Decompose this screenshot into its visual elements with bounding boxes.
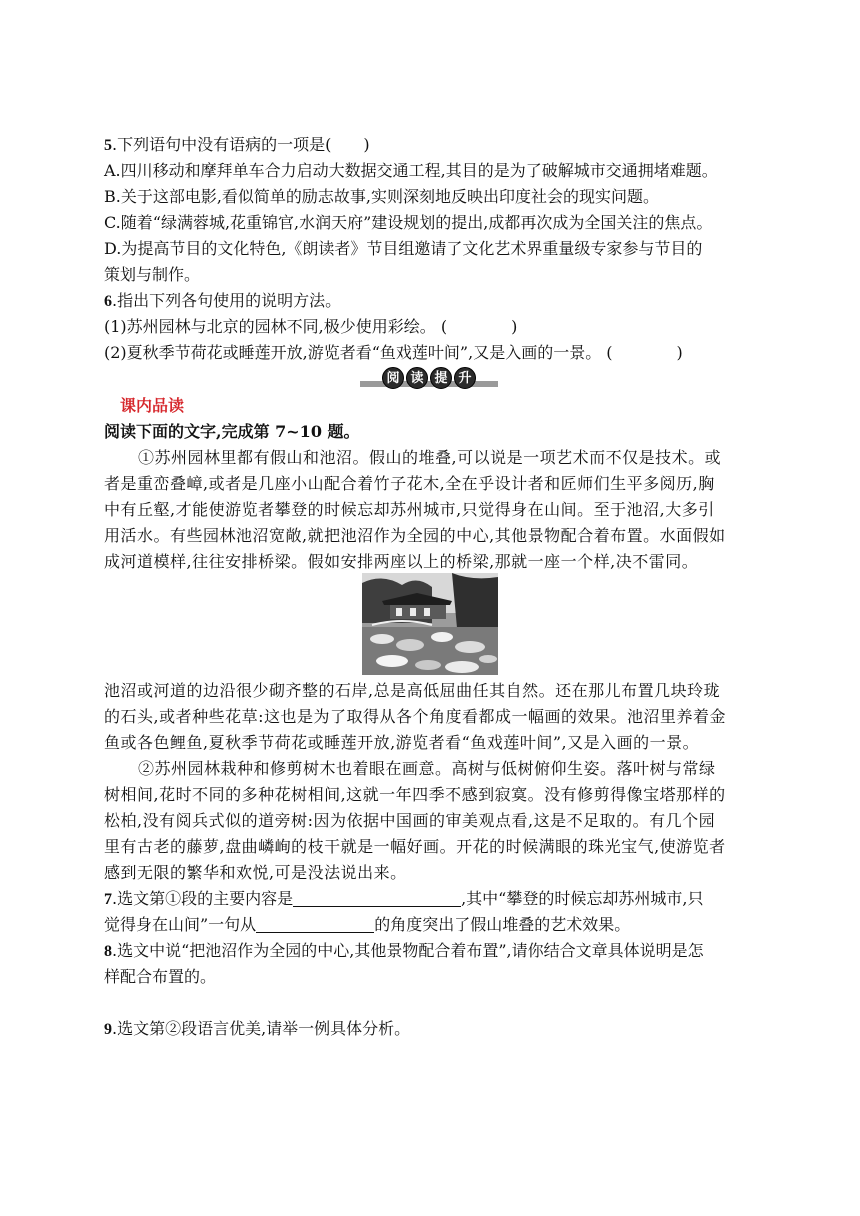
passage-line: 里有古老的藤萝,盘曲嶙峋的枝干就是一幅好画。开花的时候满眼的珠光宝气,使游览者 <box>104 837 726 856</box>
q7-text-d: 的角度突出了假山堆叠的艺术效果。 <box>374 915 631 934</box>
banner-char-1: 阅 <box>382 367 404 389</box>
q7-text-a: .选文第①段的主要内容是 <box>112 889 294 908</box>
passage-line: 成河道模样,往往安排桥梁。假如安排两座以上的桥梁,那就一座一个样,决不雷同。 <box>104 552 699 571</box>
passage-line: 树相间,花时不同的多种花树相间,这就一年四季不感到寂寞。没有修剪得像宝塔那样的 <box>104 785 726 804</box>
reading-instruction: 阅读下面的文字,完成第 7~10 题。 <box>104 422 360 441</box>
banner-char-4: 升 <box>454 367 476 389</box>
q5-option-b: B.关于这部电影,看似简单的励志故事,实则深刻地反映出印度社会的现实问题。 <box>104 187 660 206</box>
q5-stem <box>104 135 370 156</box>
reading-banner <box>360 367 498 391</box>
passage-line: 者是重峦叠嶂,或者是几座小山配合着竹子花木,全在乎设计者和匠师们生平多阅历,胸 <box>104 474 715 493</box>
passage-line: 松柏,没有阅兵式似的道旁树:因为依据中国画的审美观点看,这是不足取的。有几个园 <box>104 811 716 830</box>
q5-option-c: C.随着“绿满蓉城,花重锦官,水润天府”建设规划的提出,成都再次成为全国关注的焦点。 <box>104 213 713 232</box>
q6-item-1: (1)苏州园林与北京的园林不同,极少使用彩绘。 ( ) <box>104 317 518 336</box>
q5-option-d-cont: 策划与制作。 <box>104 265 201 284</box>
section-title: 课内品读 <box>120 396 185 415</box>
q6-stem-text: .指出下列各句使用的说明方法。 <box>112 291 342 310</box>
q6-item-2: (2)夏秋季节荷花或睡莲开放,游览者看“鱼戏莲叶间”,又是入画的一景。 ( ) <box>104 343 683 362</box>
q6-number: 6 <box>104 293 112 310</box>
q7-number: 7 <box>104 891 112 908</box>
passage-line: 鱼或各色鲤鱼,夏秋季节荷花或睡莲开放,游览者看“鱼戏莲叶间”,又是入画的一景。 <box>104 733 700 752</box>
passage-line: 用活水。有些园林池沼宽敞,就把池沼作为全园的中心,其他景物配合着布置。水面假如 <box>104 526 726 545</box>
q7-line-2 <box>104 915 630 935</box>
passage-line: ①苏州园林里都有假山和池沼。假山的堆叠,可以说是一项艺术而不仅是技术。或 <box>138 448 722 467</box>
q8-line-2: 样配合布置的。 <box>104 967 217 986</box>
banner-char-2: 读 <box>406 367 428 389</box>
q6-stem <box>104 291 341 312</box>
q5-stem-text: .下列语句中没有语病的一项是( ) <box>112 135 370 154</box>
passage-line: 中有丘壑,才能使游览者攀登的时候忘却苏州城市,只觉得身在山间。至于池沼,大多引 <box>104 500 715 519</box>
q8-number: 8 <box>104 943 112 960</box>
banner-char-3: 提 <box>430 367 452 389</box>
q5-number: 5 <box>104 137 112 154</box>
garden-photo <box>362 573 498 675</box>
q7-text-b: ,其中“攀登的时候忘却苏州城市,只 <box>461 889 704 908</box>
q5-option-a: A.四川移动和摩拜单车合力启动大数据交通工程,其目的是为了破解城市交通拥堵难题。 <box>104 161 718 180</box>
passage-line: 感到无限的繁华和欢悦,可是没法说出来。 <box>104 863 407 882</box>
garden-photo-icon <box>362 573 498 675</box>
passage-line: ②苏州园林栽种和修剪树木也着眼在画意。高树与低树俯仰生姿。落叶树与常绿 <box>138 759 716 778</box>
q5-option-d: D.为提高节目的文化特色,《朗读者》节目组邀请了文化艺术界重量级专家参与节目的 <box>104 239 703 258</box>
passage-line: 池沼或河道的边沿很少砌齐整的石岸,总是高低屈曲任其自然。还在那儿布置几块玲珑 <box>104 681 721 700</box>
q9-text: .选文第②段语言优美,请举一例具体分析。 <box>112 1019 411 1038</box>
passage-line: 的石头,或者种些花草:这也是为了取得从各个角度看都成一幅画的效果。池沼里养着金 <box>104 707 726 726</box>
q8-line-1 <box>104 941 704 962</box>
q8-text: .选文中说“把池沼作为全园的中心,其他景物配合着布置”,请你结合文章具体说明是怎 <box>112 941 704 960</box>
q7-line-1 <box>104 889 703 910</box>
q7-answer-blank-1[interactable] <box>293 890 461 907</box>
q9-number: 9 <box>104 1021 112 1038</box>
q7-text-c: 觉得身在山间”一句从 <box>104 915 257 934</box>
q9-line-1 <box>104 1019 410 1040</box>
q7-answer-blank-2[interactable] <box>256 916 374 933</box>
